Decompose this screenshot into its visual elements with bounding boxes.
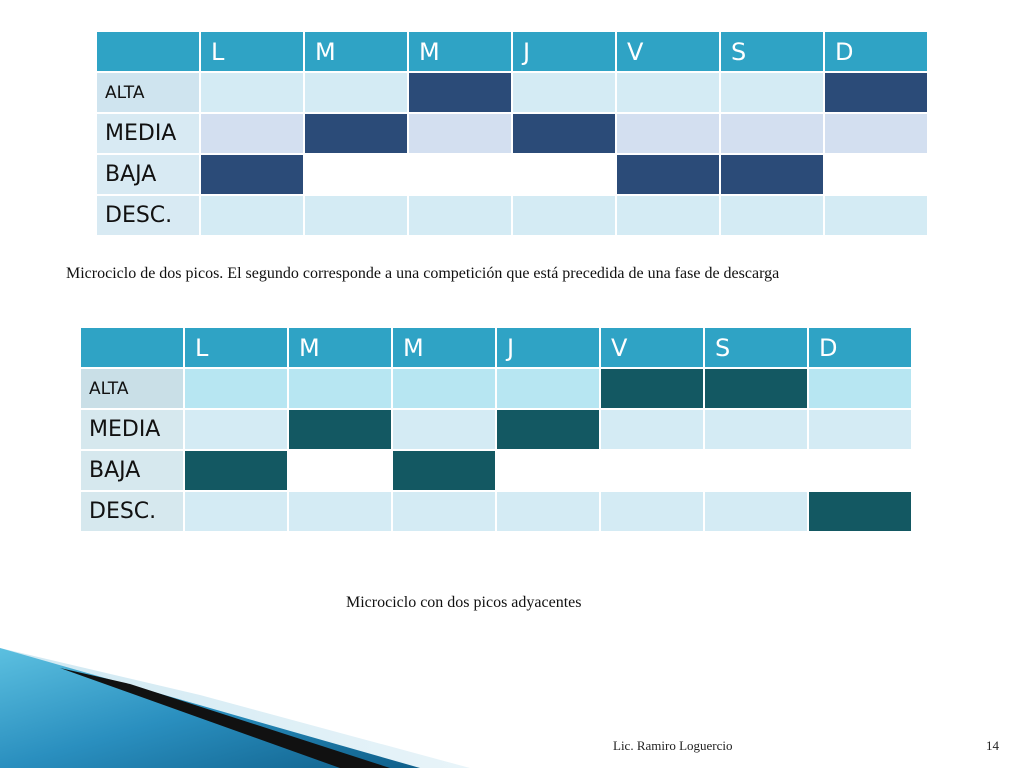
empty-cell [513, 155, 615, 194]
intensity-row [97, 73, 927, 112]
footer-author: Lic. Ramiro Loguercio [613, 738, 733, 753]
empty-cell [601, 451, 703, 490]
intensity-label: MEDIA [81, 410, 183, 449]
intensity-row [81, 451, 911, 490]
empty-cell [289, 451, 391, 490]
empty-cell [617, 73, 719, 112]
microcycle-table-1 [95, 30, 929, 237]
empty-cell [305, 196, 407, 235]
empty-cell [289, 369, 391, 408]
day-header: M [409, 32, 511, 71]
filled-cell [185, 451, 287, 490]
day-header: L [185, 328, 287, 367]
day-header: S [721, 32, 823, 71]
filled-cell [825, 73, 927, 112]
intensity-label: DESC. [97, 196, 199, 235]
filled-cell [721, 155, 823, 194]
intensity-label: BAJA [97, 155, 199, 194]
day-header: V [601, 328, 703, 367]
header-row [81, 328, 911, 367]
empty-cell [809, 451, 911, 490]
day-header: V [617, 32, 719, 71]
empty-cell [185, 410, 287, 449]
empty-cell [305, 155, 407, 194]
intensity-label: MEDIA [97, 114, 199, 153]
empty-cell [617, 114, 719, 153]
intensity-row [97, 196, 927, 235]
header-corner-cell [97, 32, 199, 71]
empty-cell [393, 492, 495, 531]
empty-cell [721, 196, 823, 235]
intensity-row [97, 155, 927, 194]
intensity-label: BAJA [81, 451, 183, 490]
filled-cell [513, 114, 615, 153]
intensity-row [81, 492, 911, 531]
empty-cell [705, 410, 807, 449]
day-header: M [305, 32, 407, 71]
empty-cell [497, 451, 599, 490]
filled-cell [601, 369, 703, 408]
filled-cell [497, 410, 599, 449]
filled-cell [409, 73, 511, 112]
intensity-label: DESC. [81, 492, 183, 531]
day-header: S [705, 328, 807, 367]
microcycle-table-2 [79, 326, 913, 533]
empty-cell [305, 73, 407, 112]
filled-cell [705, 369, 807, 408]
empty-cell [513, 196, 615, 235]
intensity-label: ALTA [81, 369, 183, 408]
filled-cell [617, 155, 719, 194]
empty-cell [825, 196, 927, 235]
empty-cell [497, 369, 599, 408]
empty-cell [409, 196, 511, 235]
empty-cell [705, 451, 807, 490]
empty-cell [513, 73, 615, 112]
page-number: 14 [986, 738, 999, 753]
day-header: M [393, 328, 495, 367]
empty-cell [497, 492, 599, 531]
empty-cell [721, 114, 823, 153]
day-header: J [513, 32, 615, 71]
empty-cell [601, 410, 703, 449]
filled-cell [809, 492, 911, 531]
empty-cell [409, 114, 511, 153]
empty-cell [393, 369, 495, 408]
empty-cell [185, 492, 287, 531]
empty-cell [601, 492, 703, 531]
empty-cell [201, 114, 303, 153]
empty-cell [201, 73, 303, 112]
filled-cell [201, 155, 303, 194]
empty-cell [393, 410, 495, 449]
empty-cell [825, 155, 927, 194]
empty-cell [809, 369, 911, 408]
filled-cell [305, 114, 407, 153]
empty-cell [201, 196, 303, 235]
empty-cell [409, 155, 511, 194]
header-corner-cell [81, 328, 183, 367]
empty-cell [705, 492, 807, 531]
filled-cell [393, 451, 495, 490]
table-1-caption: Microciclo de dos picos. El segundo corresponde a una competición que está precedida de una fase de descarga [66, 265, 780, 282]
filled-cell [289, 410, 391, 449]
empty-cell [825, 114, 927, 153]
day-header: L [201, 32, 303, 71]
empty-cell [617, 196, 719, 235]
empty-cell [289, 492, 391, 531]
corner-swoosh-decoration [0, 640, 470, 768]
empty-cell [185, 369, 287, 408]
empty-cell [809, 410, 911, 449]
blue-swoosh [0, 648, 420, 768]
day-header: J [497, 328, 599, 367]
day-header: D [825, 32, 927, 71]
intensity-row [81, 369, 911, 408]
day-header: M [289, 328, 391, 367]
day-header: D [809, 328, 911, 367]
empty-cell [721, 73, 823, 112]
table-2-caption: Microciclo con dos picos adyacentes [346, 594, 582, 611]
intensity-row [97, 114, 927, 153]
intensity-row [81, 410, 911, 449]
intensity-label: ALTA [97, 73, 199, 112]
header-row [97, 32, 927, 71]
